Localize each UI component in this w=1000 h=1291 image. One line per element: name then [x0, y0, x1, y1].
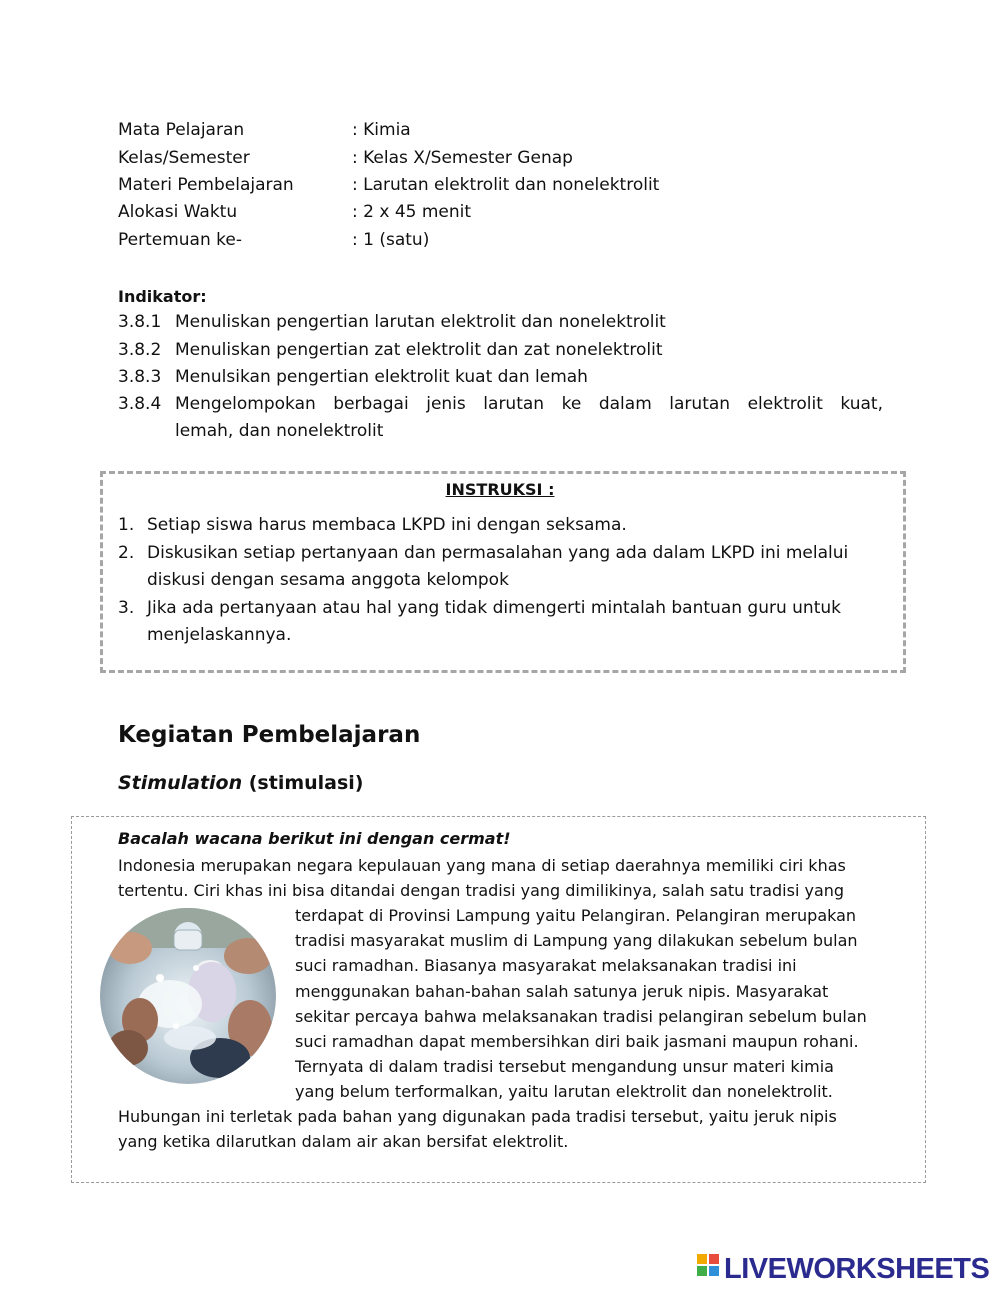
instruction-text: diskusi dengan sesama anggota kelompok — [147, 570, 509, 590]
info-label: Materi Pembelajaran — [118, 175, 294, 195]
reading-line: Indonesia merupakan negara kepulauan yang mana di setiap daerahnya memiliki ciri khas — [118, 856, 846, 875]
indicator-text: Menulsikan pengertian elektrolit kuat dan lemah — [175, 367, 588, 387]
reading-line: sekitar percaya bahwa melaksanakan tradisi pelangiran sebelum bulan — [295, 1007, 867, 1026]
indicator-number: 3.8.3 — [118, 367, 162, 387]
reading-line: suci ramadhan. Biasanya masyarakat melaksanakan tradisi ini — [295, 956, 797, 975]
indicator-number: 3.8.1 — [118, 312, 162, 332]
logo-cube-icon — [697, 1266, 707, 1276]
info-row-subject — [118, 117, 818, 144]
indicator-text: Mengelompokan berbagai jenis larutan ke dalam larutan elektrolit kuat, — [175, 394, 883, 414]
instruction-text: Diskusikan setiap pertanyaan dan permasalahan yang ada dalam LKPD ini melalui — [147, 543, 849, 563]
info-label: Pertemuan ke- — [118, 230, 242, 250]
brand-name: LIVEWORKSHEETS — [724, 1253, 990, 1285]
reading-line: yang belum terformalkan, yaitu larutan elektrolit dan nonelektrolit. — [295, 1082, 833, 1101]
reading-line: terdapat di Provinsi Lampung yaitu Pelangiran. Pelangiran merupakan — [295, 906, 857, 925]
section-subtitle — [118, 768, 364, 798]
reading-line: yang ketika dilarutkan dalam air akan bersifat elektrolit. — [118, 1132, 569, 1151]
info-row-material — [118, 172, 818, 199]
instruction-text: menjelaskannya. — [147, 625, 292, 645]
reading-line: menggunakan bahan-bahan salah satunya jeruk nipis. Masyarakat — [295, 982, 829, 1001]
reading-line: suci ramadhan dapat membersihkan diri baik jasmani maupun rohani. — [295, 1032, 859, 1051]
reading-line: Ternyata di dalam tradisi tersebut mengandung unsur materi kimia — [295, 1057, 834, 1076]
logo-cube-icon — [709, 1266, 719, 1276]
indicators-heading: Indikator: — [118, 287, 207, 306]
info-value: : Kimia — [352, 120, 411, 140]
instruction-number: 1. — [118, 515, 135, 535]
instruction-text: Jika ada pertanyaan atau hal yang tidak dimengerti mintalah bantuan guru untuk — [147, 598, 841, 618]
indicator-text: Menuliskan pengertian larutan elektrolit dan nonelektrolit — [175, 312, 666, 332]
info-value: : 1 (satu) — [352, 230, 430, 250]
info-value: : 2 x 45 menit — [352, 202, 472, 222]
logo-cube-icon — [697, 1254, 707, 1264]
indicator-text: Menuliskan pengertian zat elektrolit dan zat nonelektrolit — [175, 340, 663, 360]
info-value: : Kelas X/Semester Genap — [352, 148, 573, 168]
info-label: Mata Pelajaran — [118, 120, 245, 140]
info-row-class — [118, 145, 818, 172]
logo-cube-icon — [709, 1254, 719, 1264]
instruction-text: Setiap siswa harus membaca LKPD ini dengan seksama. — [147, 515, 627, 535]
instruction-number: 3. — [118, 598, 135, 618]
indicator-text: lemah, dan nonelektrolit — [175, 421, 384, 441]
section-title: Kegiatan Pembelajaran — [118, 722, 421, 748]
info-row-meeting — [118, 227, 818, 254]
reading-heading: Bacalah wacana berikut ini dengan cermat! — [118, 829, 511, 848]
instruction-title: INSTRUKSI : — [445, 480, 555, 499]
pelangiran-photo — [100, 908, 276, 1084]
reading-line: tertentu. Ciri khas ini bisa ditandai dengan tradisi yang dimilikinya, salah satu tradisi yang — [118, 881, 845, 900]
indicator-number: 3.8.2 — [118, 340, 162, 360]
subtitle-italic: Stimulation — [118, 772, 243, 794]
info-value: : Larutan elektrolit dan nonelektrolit — [352, 175, 660, 195]
info-label: Alokasi Waktu — [118, 202, 238, 222]
info-row-time — [118, 199, 818, 226]
indicator-number: 3.8.4 — [118, 394, 162, 414]
subtitle-rest: (stimulasi) — [242, 772, 364, 794]
instruction-number: 2. — [118, 543, 135, 563]
liveworksheets-logo — [697, 1254, 997, 1284]
info-label: Kelas/Semester — [118, 148, 250, 168]
reading-line: tradisi masyarakat muslim di Lampung yang dilakukan sebelum bulan — [295, 931, 858, 950]
reading-line: Hubungan ini terletak pada bahan yang digunakan pada tradisi tersebut, yaitu jeruk nipis — [118, 1107, 837, 1126]
